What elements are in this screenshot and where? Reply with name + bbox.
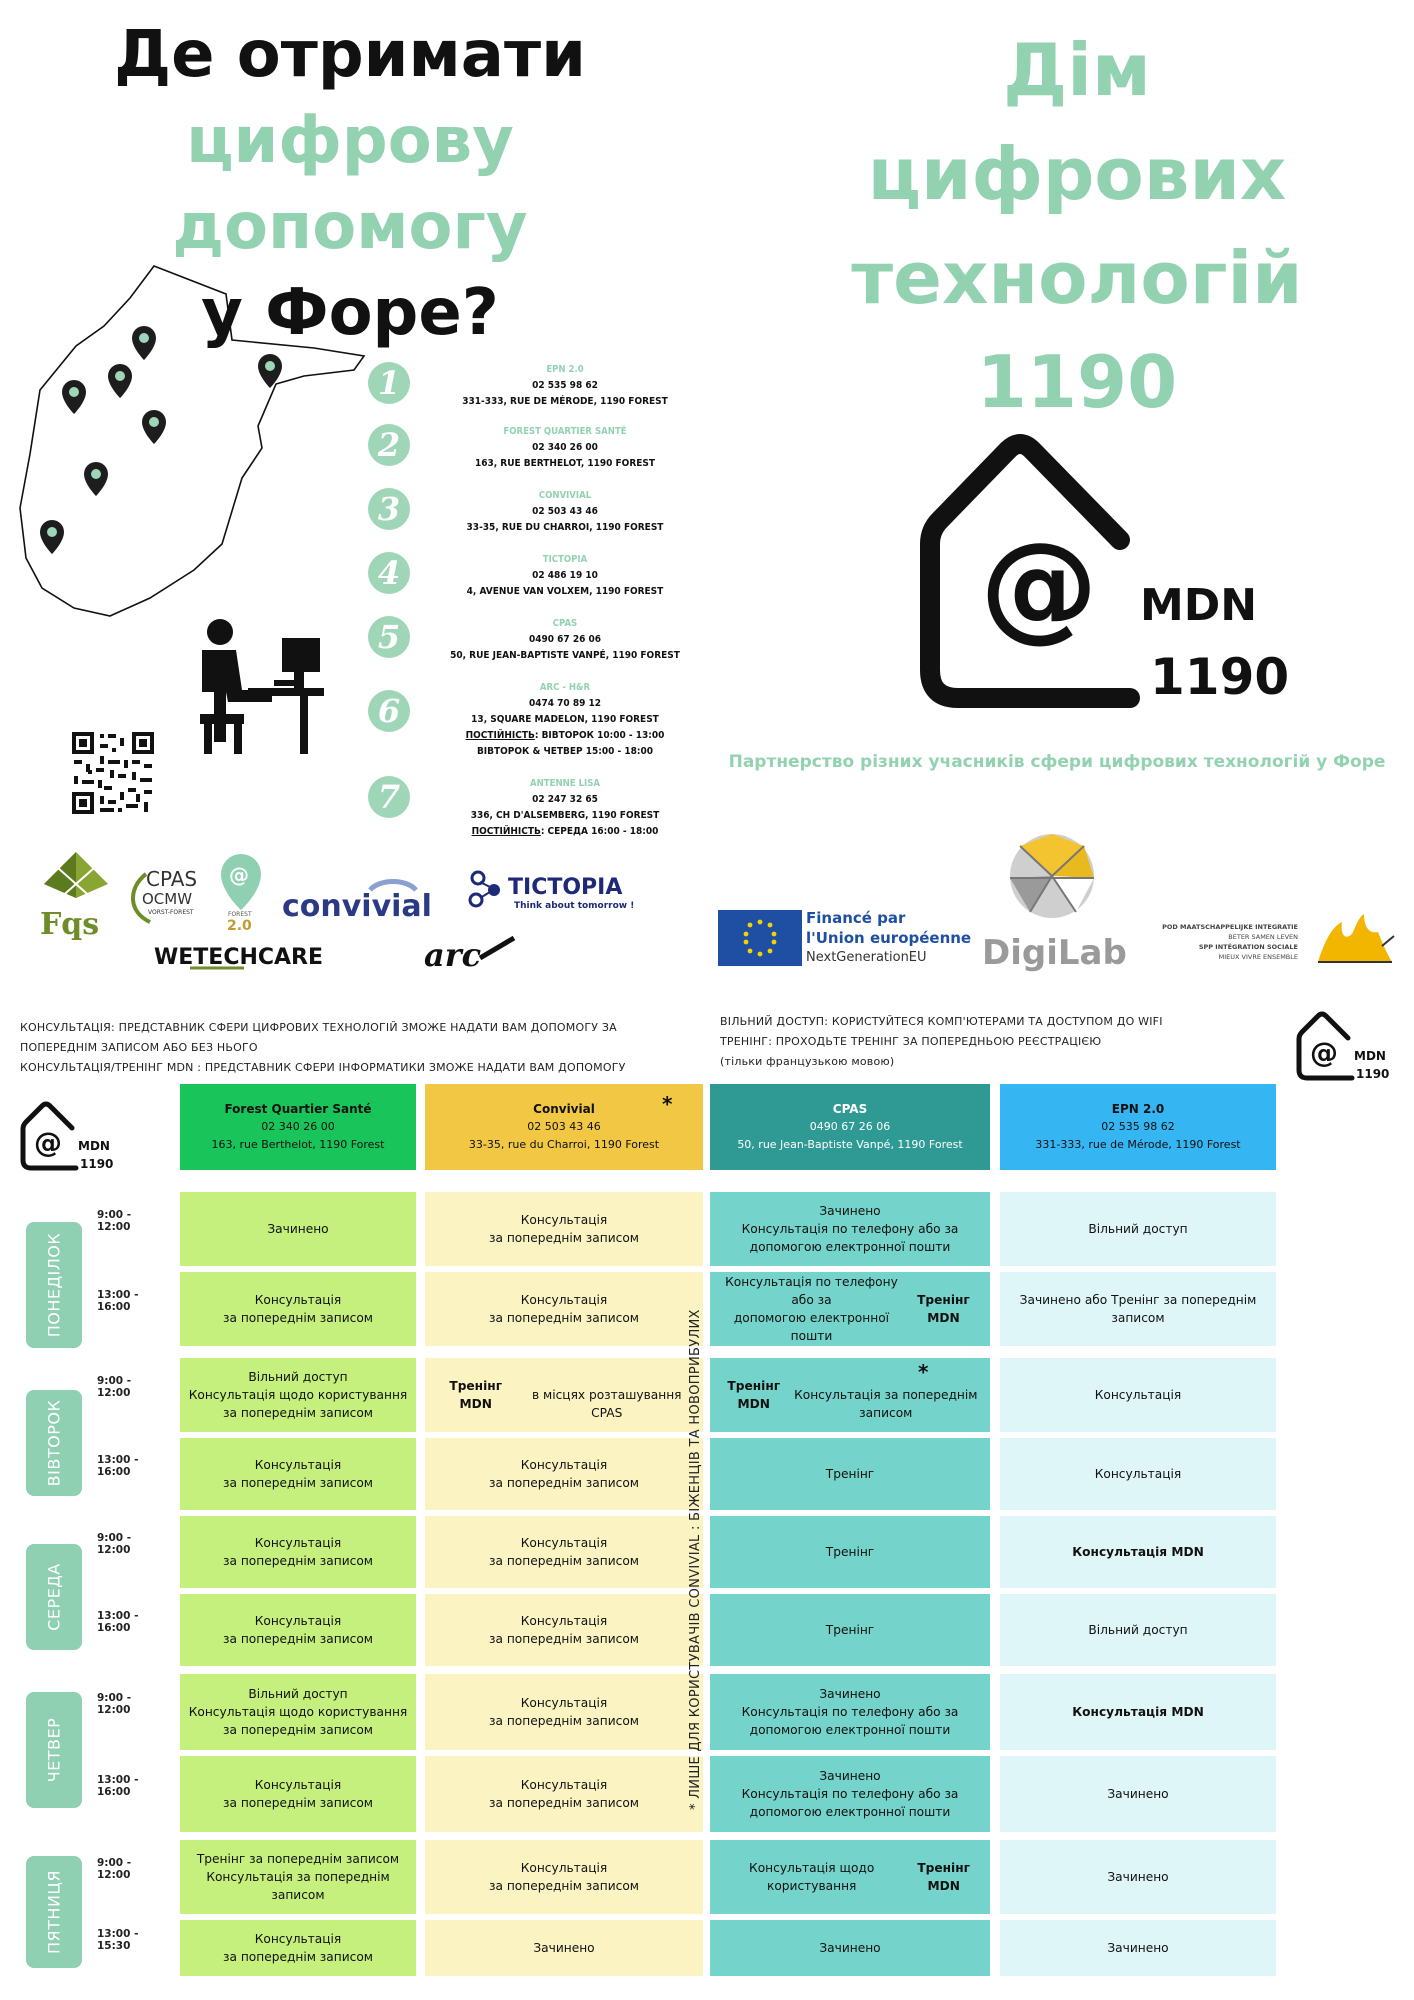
schedule-cell: Зачинено — [180, 1192, 416, 1266]
cpas-asterisk: * — [918, 1360, 929, 1384]
eu-flag-icon — [718, 910, 802, 966]
schedule-cell: Вільний доступ Консультація щодо користування за попереднім записом — [180, 1358, 416, 1432]
legend-right: ВІЛЬНИЙ ДОСТУП: КОРИСТУЙТЕСЯ КОМП'ЮТЕРАМИ ТА ДОСТУПОМ ДО WIFI ТРЕНІНГ: ПРОХОДЬТЕ ТРЕНІНГ ЗА ПОПЕРЕДНЬОЮ РЕЄСТРАЦІЄЮ (тільки французькою мовою) — [720, 1015, 1163, 1068]
mdn-title-line-2: цифрових — [867, 132, 1287, 216]
svg-text:arc: arc — [424, 936, 482, 974]
svg-text:MDN: MDN — [1354, 1049, 1386, 1063]
mdn-title-line-3: технологій — [851, 236, 1303, 320]
location-hours: ПОСТІЙНІСТЬ: ВІВТОРОК 10:00 - 13:00 — [465, 730, 665, 741]
schedule-cell: Консультація за попереднім записом — [425, 1272, 703, 1346]
svg-text:1190: 1190 — [1150, 648, 1290, 706]
column-phone: 02 340 26 00 — [261, 1120, 335, 1133]
day-label: ЧЕТВЕР — [26, 1692, 82, 1808]
mdn-title-line-1: Дім — [1003, 28, 1151, 112]
column-phone: 02 503 43 46 — [527, 1120, 601, 1133]
qr-code-icon — [70, 730, 156, 816]
svg-text:Fqs: Fqs — [40, 907, 100, 942]
time-slot: 13:00 - 16:00 — [97, 1610, 139, 1634]
mdn-title — [752, 18, 1402, 434]
column-header-1 — [180, 1084, 416, 1170]
schedule-cell: Зачинено Консультація по телефону або за допомогою електронної пошти — [710, 1674, 990, 1750]
mdn-title-line-4: 1190 — [976, 340, 1178, 424]
location-number: 7 — [368, 776, 410, 818]
svg-text:MDN: MDN — [78, 1139, 110, 1153]
schedule-cell: Консультація за попереднім записом — [180, 1272, 416, 1346]
location-name: CONVIVIAL — [538, 490, 592, 501]
location-phone: 02 247 32 65 — [532, 794, 598, 805]
column-phone: 0490 67 26 06 — [809, 1120, 891, 1133]
location-address: 50, RUE JEAN-BAPTISTE VANPÉ, 1190 FOREST — [450, 650, 680, 661]
column-header-4 — [1000, 1084, 1276, 1170]
location-4 — [368, 552, 712, 614]
time-slot: 9:00 - 12:00 — [97, 1375, 132, 1399]
column-address: 50, rue Jean-Baptiste Vanpé, 1190 Forest — [737, 1138, 963, 1151]
schedule-cell: Тренінг MDN в місцях розташування CPAS — [425, 1358, 703, 1432]
title-line-3: у Форе? — [201, 276, 499, 350]
schedule-cell: Консультація — [1000, 1358, 1276, 1432]
svg-text:1190: 1190 — [80, 1157, 114, 1171]
svg-text:@: @ — [229, 863, 249, 887]
svg-text:@: @ — [980, 516, 1098, 654]
location-address: 33-35, RUE DU CHARROI, 1190 FOREST — [466, 522, 664, 533]
time-slot: 13:00 - 15:30 — [97, 1928, 139, 1952]
schedule-cell: Консультація за попереднім записом — [425, 1840, 703, 1914]
schedule-cell: Консультація за попереднім записом — [180, 1438, 416, 1510]
column-address: 331-333, rue de Mérode, 1190 Forest — [1035, 1138, 1241, 1151]
schedule-cell: Консультація за попереднім записом — [425, 1516, 703, 1588]
column-name: EPN 2.0 — [1111, 1102, 1165, 1116]
schedule-cell: Консультація по телефону або за допомогою електронної пошти Тренінг MDN — [710, 1272, 990, 1346]
schedule-cell: Консультація щодо користування Тренінг MDN — [710, 1840, 990, 1914]
column-address: 33-35, rue du Charroi, 1190 Forest — [468, 1138, 660, 1151]
partnership-tagline: Партнерство різних учасників сфери цифрових технологій у Форе — [728, 752, 1386, 772]
svg-text:DigiLab: DigiLab — [982, 933, 1127, 973]
column-name: CPAS — [832, 1102, 868, 1116]
svg-text:@: @ — [1310, 1036, 1338, 1069]
schedule-cell: Консультація MDN — [1000, 1516, 1276, 1588]
time-slot: 13:00 - 16:00 — [97, 1289, 139, 1313]
location-number: 4 — [368, 552, 410, 594]
location-name: FOREST QUARTIER SANTÉ — [503, 426, 627, 437]
svg-text:2.0: 2.0 — [227, 918, 252, 934]
location-name: TICTOPIA — [542, 554, 588, 565]
schedule-cell: Консультація за попереднім записом — [180, 1920, 416, 1976]
mdn-house-logo-icon — [920, 420, 1290, 720]
cpas-ocmw-logo — [128, 862, 208, 932]
column-name: Forest Quartier Santé — [224, 1102, 372, 1116]
location-number: 2 — [368, 424, 410, 466]
svg-text:@: @ — [34, 1126, 62, 1159]
schedule-cell: Зачинено — [1000, 1920, 1276, 1976]
mdn-schedule-logo-icon — [20, 1098, 120, 1174]
schedule-cell: Вільний доступ Консультація щодо користування за попереднім записом — [180, 1674, 416, 1750]
location-3 — [368, 488, 712, 550]
forest-map — [14, 258, 374, 658]
location-phone: 02 503 43 46 — [532, 506, 598, 517]
schedule-cell: Консультація за попереднім записом — [425, 1438, 703, 1510]
schedule-cell: Зачинено Консультація по телефону або за допомогою електронної пошти — [710, 1756, 990, 1832]
schedule-cell: Зачинено або Тренінг за попереднім записом — [1000, 1272, 1276, 1346]
schedule-cell: Консультація за попереднім записом — [180, 1756, 416, 1832]
schedule-cell: Консультація за попереднім записом — [425, 1594, 703, 1666]
convivial-footnote: * ЛИШЕ ДЛЯ КОРИСТУВАЧІВ CONVIVIAL : БІЖЕНЦІВ ТА НОВОПРИБУЛИХ — [688, 1309, 703, 1810]
convivial-logo — [280, 866, 450, 926]
column-address: 163, rue Berthelot, 1190 Forest — [211, 1138, 385, 1151]
pod-logo-text: POD MAATSCHAPPELIJKE INTEGRATIE BETER SAMEN LEVEN SPP INTÉGRATION SOCIALE MIEUX VIVRE ENSEMBLE — [1162, 923, 1298, 961]
schedule-cell: Зачинено — [1000, 1840, 1276, 1914]
time-slot: 9:00 - 12:00 — [97, 1857, 132, 1881]
mdn-small-logo-icon — [1296, 1008, 1396, 1084]
schedule-cell: Зачинено — [425, 1920, 703, 1976]
location-address: 163, RUE BERTHELOT, 1190 FOREST — [474, 458, 656, 469]
schedule-cell: Консультація за попереднім записом — [180, 1516, 416, 1588]
location-5 — [368, 616, 712, 678]
location-address: 336, CH D'ALSEMBERG, 1190 FOREST — [470, 810, 660, 821]
svg-text:WETECHCARE: WETECHCARE — [154, 945, 324, 970]
svg-text:convivial: convivial — [282, 889, 432, 924]
location-name: CPAS — [552, 618, 578, 629]
location-address: 331-333, RUE DE MÉRODE, 1190 FOREST — [462, 396, 668, 407]
svg-text:FOREST: FOREST — [228, 911, 252, 918]
schedule-cell: Консультація за попереднім записом — [425, 1756, 703, 1832]
tictopia-logo — [466, 868, 666, 914]
schedule-cell: Зачинено — [710, 1920, 990, 1976]
location-hours-2: ВІВТОРОК & ЧЕТВЕР 15:00 - 18:00 — [476, 746, 654, 757]
day-label: ВІВТОРОК — [26, 1390, 82, 1496]
forest-2-0-logo — [218, 852, 264, 932]
svg-text:1190: 1190 — [1356, 1067, 1390, 1081]
title-line-2: цифрову допомогу — [172, 104, 528, 264]
eu-funding-text: Financé par l'Union européenne NextGenerationEU — [806, 909, 972, 965]
schedule-cell: Зачинено — [1000, 1756, 1276, 1832]
time-slot: 13:00 - 16:00 — [97, 1774, 139, 1798]
location-number: 1 — [368, 362, 410, 404]
location-phone: 02 340 26 00 — [532, 442, 598, 453]
location-number: 6 — [368, 690, 410, 732]
schedule-cell: Вільний доступ — [1000, 1192, 1276, 1266]
day-label: ПЯТНИЦЯ — [26, 1856, 82, 1968]
column-header-3 — [710, 1084, 990, 1170]
schedule-cell: Тренінг — [710, 1594, 990, 1666]
schedule-cell: Консультація MDN — [1000, 1674, 1276, 1750]
location-number: 3 — [368, 488, 410, 530]
schedule-cell: Зачинено Консультація по телефону або за допомогою електронної пошти — [710, 1192, 990, 1266]
location-2 — [368, 424, 712, 486]
column-phone: 02 535 98 62 — [1101, 1120, 1175, 1133]
svg-text:VORST-FOREST: VORST-FOREST — [148, 909, 194, 916]
column-name: Convivial — [533, 1102, 595, 1116]
schedule-cell: Вільний доступ — [1000, 1594, 1276, 1666]
arc-logo — [420, 930, 520, 974]
location-address: 13, SQUARE MADELON, 1190 FOREST — [471, 714, 659, 725]
svg-text:Think about tomorrow !: Think about tomorrow ! — [514, 901, 635, 911]
day-label: СЕРЕДА — [26, 1544, 82, 1650]
schedule-cell: Тренінг за попереднім записом Консультація за попереднім записом — [180, 1840, 416, 1914]
schedule-cell: Консультація за попереднім записом — [425, 1192, 703, 1266]
location-name: EPN 2.0 — [546, 364, 584, 375]
title-line-1: Де отримати — [114, 18, 586, 92]
time-slot: 9:00 - 12:00 — [97, 1692, 132, 1716]
time-slot: 9:00 - 12:00 — [97, 1209, 132, 1233]
day-label: ПОНЕДІЛОК — [26, 1222, 82, 1348]
svg-text:OCMW: OCMW — [142, 890, 193, 908]
location-address: 4, AVENUE VAN VOLXEM, 1190 FOREST — [466, 586, 664, 597]
wetechcare-logo — [152, 938, 324, 974]
time-slot: 13:00 - 16:00 — [97, 1454, 139, 1478]
convivial-asterisk: * — [662, 1092, 673, 1116]
digilab-logo — [980, 826, 1130, 976]
location-name: ANTENNE LISA — [530, 778, 600, 789]
schedule-cell: Тренінг — [710, 1438, 990, 1510]
location-phone: 02 486 19 10 — [532, 570, 598, 581]
location-phone: 02 535 98 62 — [532, 380, 598, 391]
map-pin-icon — [40, 326, 282, 554]
location-6 — [368, 680, 712, 760]
schedule-cell: Тренінг MDN Консультація за попереднім записом — [710, 1358, 990, 1432]
schedule-cell: Консультація за попереднім записом — [425, 1674, 703, 1750]
svg-text:MDN: MDN — [1140, 580, 1258, 631]
location-number: 5 — [368, 616, 410, 658]
schedule-cell: Консультація — [1000, 1438, 1276, 1510]
pod-flame-icon — [1312, 906, 1396, 966]
svg-text:CPAS: CPAS — [146, 867, 198, 891]
location-name: ARC - H&R — [539, 682, 591, 693]
time-slot: 9:00 - 12:00 — [97, 1532, 132, 1556]
location-7 — [368, 776, 712, 838]
schedule-cell: Консультація за попереднім записом — [180, 1594, 416, 1666]
location-1 — [368, 362, 712, 424]
person-at-computer-icon — [190, 618, 330, 758]
svg-text:TICTOPIA: TICTOPIA — [508, 875, 623, 900]
fqs-logo — [36, 848, 116, 942]
location-hours: ПОСТІЙНІСТЬ: СЕРЕДА 16:00 - 18:00 — [471, 826, 659, 837]
location-phone: 0490 67 26 06 — [529, 634, 601, 645]
legend-left: КОНСУЛЬТАЦІЯ: ПРЕДСТАВНИК СФЕРИ ЦИФРОВИХ ТЕХНОЛОГІЙ ЗМОЖЕ НАДАТИ ВАМ ДОПОМОГУ ЗА ПОПЕРЕДНІМ ЗАПИСОМ АБО БЕЗ НЬОГО КОНСУЛЬТАЦІЯ/ТРЕНІНГ MDN : ПРЕДСТАВНИК СФЕРИ ІНФОРМАТИКИ ЗМОЖЕ НАДАТИ ВАМ ДОПОМОГУ — [20, 1021, 626, 1074]
location-phone: 0474 70 89 12 — [529, 698, 601, 709]
schedule-cell: Тренінг — [710, 1516, 990, 1588]
